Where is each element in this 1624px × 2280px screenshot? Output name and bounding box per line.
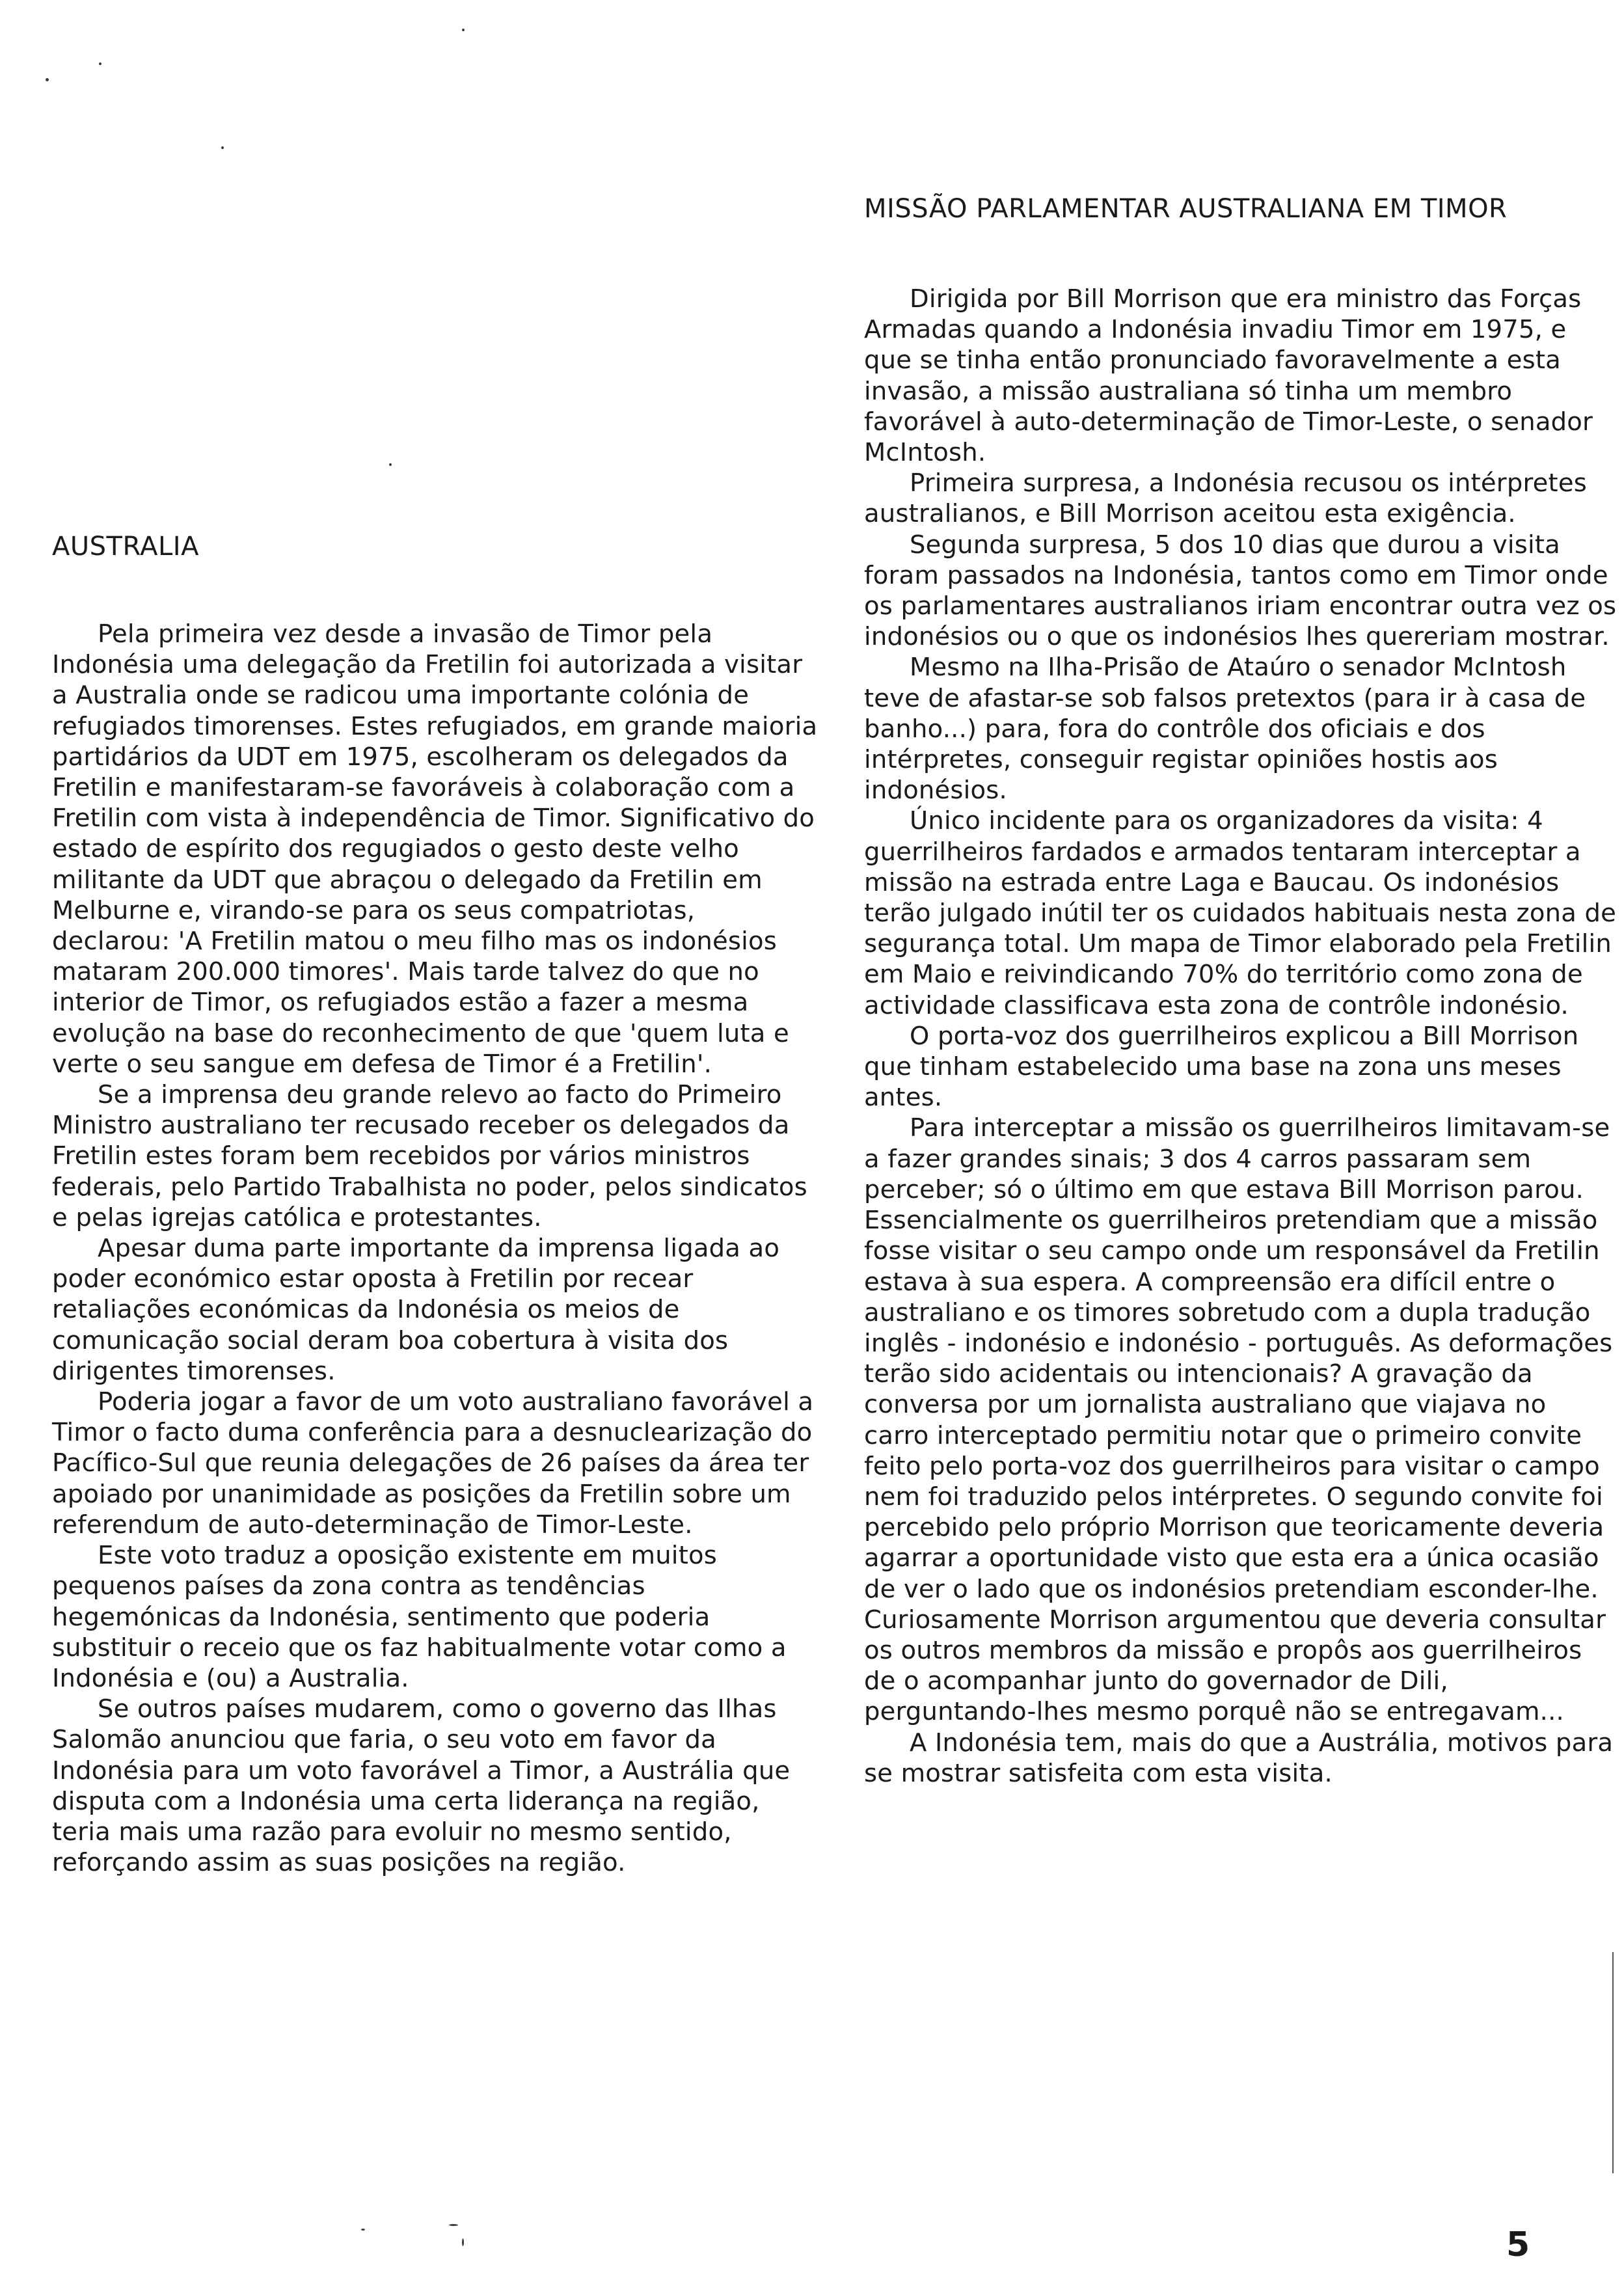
paragraph: Dirigida por Bill Morrison que era ministro das Forças Armadas quando a Indonésia invadiu Timor em 1975, e que se tinha então pronunciado favoravelmente a esta invasão, a missão australiana só tinha um membro favorável à auto-determinação de Timor-Leste, o senador McIntosh. xyxy=(864,284,1593,468)
paragraph: O porta-voz dos guerrilheiros explicou a Bill Morrison que tinham estabelecido uma base na zona uns meses antes. xyxy=(864,1021,1579,1113)
scan-speck xyxy=(462,29,465,31)
paragraph: Este voto traduz a oposição existente em muitos pequenos países da zona contra as tendências hegemónicas da Indonésia, sentimento que poderia substituir o receio que os faz habitualmente votar como a Indonésia e (ou) a Australia. xyxy=(52,1541,787,1693)
paragraph: A Indonésia tem, mais do que a Austrália, motivos para se mostrar satisfeita com esta visita. xyxy=(864,1728,1614,1788)
scan-speck xyxy=(46,78,49,81)
paragraph: Se outros países mudarem, como o governo das Ilhas Salomão anunciou que faria, o seu voto em favor da Indonésia para um voto favorável a Timor, a Austrália que disputa com a Indonésia uma certa liderança na região, teria mais uma razão para evoluir no mesmo sentido, reforçando assim as suas posições na região. xyxy=(52,1694,791,1878)
article-australia xyxy=(52,530,820,1878)
scan-speck xyxy=(389,463,392,466)
article-heading: MISSÃO PARLAMENTAR AUSTRALIANA EM TIMOR xyxy=(864,194,1508,224)
paragraph: Se a imprensa deu grande relevo ao facto do Primeiro Ministro australiano ter recusado receber os delegados da Fretilin estes foram bem recebidos por vários ministros federais, pelo Partido Trabalhista no poder, pelos sindicatos e pelas igrejas católica e protestantes. xyxy=(52,1080,807,1232)
scan-speck xyxy=(99,62,102,65)
scan-edge-mark xyxy=(1612,1952,1614,2173)
scan-speck xyxy=(462,2238,464,2246)
paragraph: Primeira surpresa, a Indonésia recusou os intérpretes australianos, e Bill Morrison aceitou esta exigência. xyxy=(864,468,1587,529)
paragraph: Segunda surpresa, 5 dos 10 dias que durou a visita foram passados na Indonésia, tantos como em Timor onde os parlamentares australianos iriam encontrar outra vez os indonésios ou o que os indonésios lhes quereriam mostrar. xyxy=(864,530,1617,652)
article-heading: AUSTRALIA xyxy=(52,532,199,562)
article-missao-parlamentar xyxy=(864,193,1619,1789)
paragraph: Apesar duma parte importante da imprensa ligada ao poder económico estar oposta à Fretilin por recear retaliações económicas da Indonésia os meios de comunicação social deram boa cobertura à visita dos dirigentes timorenses. xyxy=(52,1234,780,1386)
scan-speck xyxy=(221,146,224,149)
paragraph: Único incidente para os organizadores da visita: 4 guerrilheiros fardados e armados tentaram interceptar a missão na estrada entre Laga e Baucau. Os indonésios terão julgado inútil ter os cuidados habituais nesta zona de segurança total. Um mapa de Timor elaborado pela Fretilin em Maio e reivindicando 70% do território como zona de actividade classificava esta zona de contrôle indonésio. xyxy=(864,806,1616,1020)
scan-speck xyxy=(449,2224,458,2226)
paragraph: Pela primeira vez desde a invasão de Timor pela Indonésia uma delegação da Fretilin foi autorizada a visitar a Australia onde se radicou uma importante colónia de refugiados timorenses. Estes refugiados, em grande maioria partidários da UDT em 1975, escolheram os delegados da Fretilin e manifestaram-se favoráveis à colaboração com a Fretilin com vista à independência de Timor. Significativo do estado de espírito dos regugiados o gesto deste velho militante da UDT que abraçou o delegado da Fretilin em Melburne e, virando-se para os seus compatriotas, declarou: 'A Fretilin matou o meu filho mas os indonésios mataram 200.000 timores'. Mais tarde talvez do que no interior de Timor, os refugiados estão a fazer a mesma evolução na base do reconhecimento de que 'quem luta e verte o seu sangue em defesa de Timor é a Fretilin'. xyxy=(52,619,818,1079)
scan-speck xyxy=(361,2229,365,2231)
paragraph: Mesmo na Ilha-Prisão de Ataúro o senador McIntosh teve de afastar-se sob falsos pretextos (para ir à casa de banho...) para, fora do contrôle dos oficiais e dos intérpretes, conseguir registar opiniões hostis aos indonésios. xyxy=(864,653,1586,806)
paragraph: Poderia jogar a favor de um voto australiano favorável a Timor o facto duma conferência para a desnuclearização do Pacífico-Sul que reunia delegações de 26 países da área ter apoiado por unanimidade as posições da Fretilin sobre um referendum de auto-determinação de Timor-Leste. xyxy=(52,1387,814,1540)
paragraph: Para interceptar a missão os guerrilheiros limitavam-se a fazer grandes sinais; 3 dos 4 carros passaram sem perceber; só o último em que estava Bill Morrison parou. Essencialmente os guerrilheiros pretendiam que a missão fosse visitar o seu campo onde um responsável da Fretilin estava à sua espera. A compreensão era difícil entre o australiano e os timores sobretudo com a dupla tradução inglês - indonésio e indonésio - português. As deformações terão sido acidentais ou intencionais? A gravação da conversa por um jornalista australiano que viajava no carro interceptado permitiu notar que o primeiro convite feito pelo porta-voz dos guerrilheiros para visitar o campo nem foi traduzido pelos intérpretes. O segundo convite foi percebido pelo próprio Morrison que teoricamente deveria agarrar a oportunidade visto que esta era a única ocasião de ver o lado que os indonésios pretendiam esconder-lhe. Curiosamente Morrison argumentou que deveria consultar os outros membros da missão e propôs aos guerrilheiros de o acompanhar junto do governador de Dili, perguntando-lhes mesmo porquê não se entregavam... xyxy=(864,1113,1613,1727)
page-number: 5 xyxy=(1506,2225,1530,2264)
